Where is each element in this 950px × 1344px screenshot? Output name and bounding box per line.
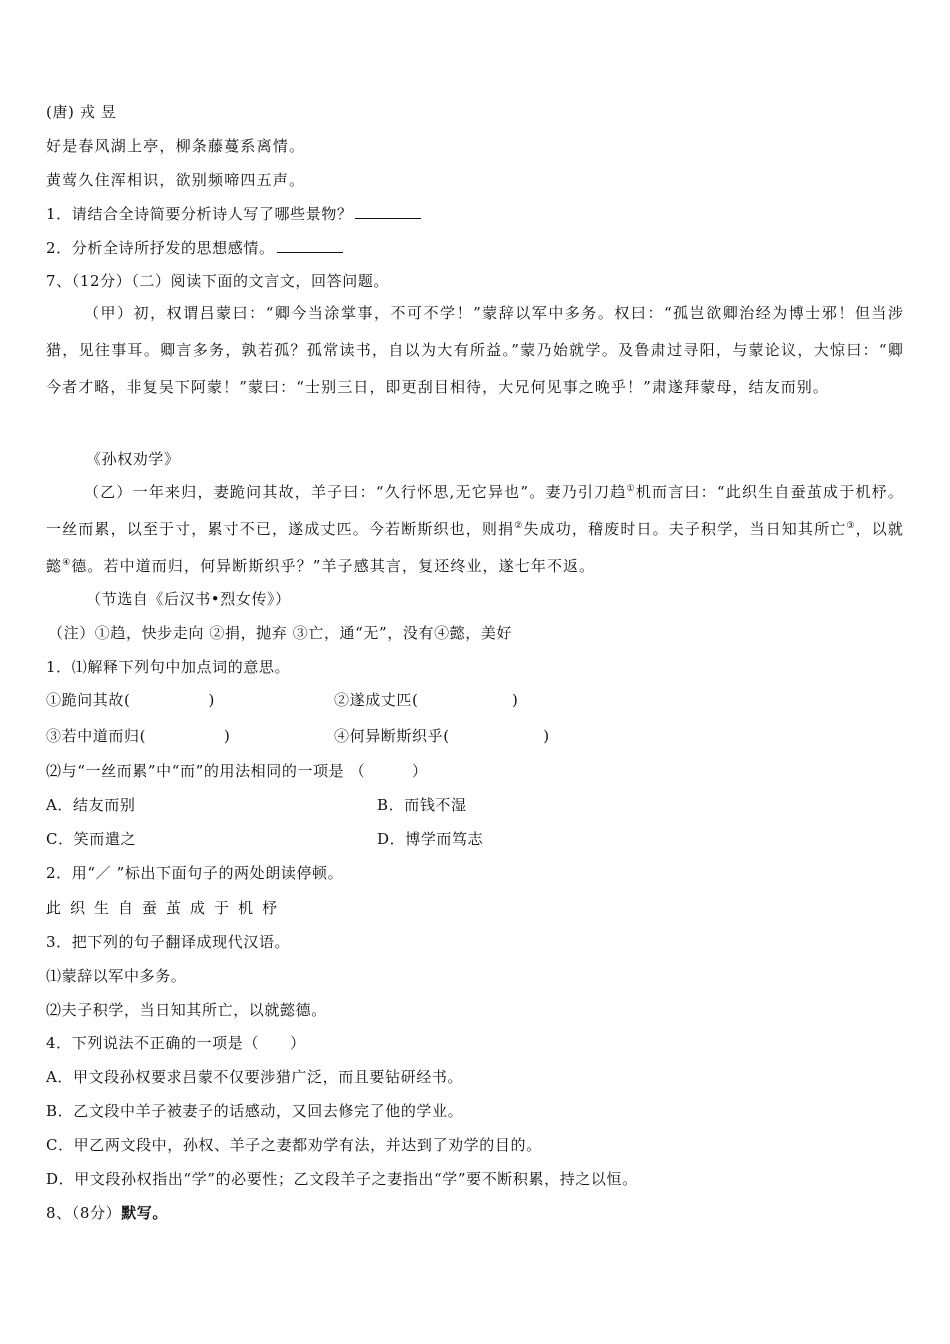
passage-yi-text-4: ，以就懿 bbox=[46, 520, 904, 575]
passage-yi-text-2: 机而言曰：“此织生自蚕茧成于机杼。一丝而累，以至于寸，累寸不已，遂成丈匹。今若断斯织也，则捐 bbox=[46, 483, 904, 538]
poem-line-1: 好是春风湖上亭，柳条藤蔓系离情。 bbox=[46, 137, 306, 155]
sub-question-1-stem-2: ⑵与“一丝而累”中“而”的用法相同的一项是 （ ） bbox=[46, 762, 428, 780]
footnote-mark-1: ① bbox=[626, 484, 636, 494]
poem-author: (唐) 戎 昱 bbox=[46, 103, 117, 121]
sub-question-3-stem: 3．把下列的句子翻译成现代汉语。 bbox=[46, 933, 291, 951]
option-d: D．博学而笃志 bbox=[377, 830, 484, 848]
poem-line-2: 黄莺久住浑相识，欲别频啼四五声。 bbox=[46, 171, 306, 189]
passage-yi-source: （节选自《后汉书•烈女传》） bbox=[86, 590, 291, 608]
sub-question-2-stem: 2．用“／ ”标出下面句子的两处朗读停顿。 bbox=[46, 864, 344, 882]
passage-yi-text-1: （乙）一年来归，妻跪问其故，羊子曰：“久行怀思,无它异也”。妻乃引刀趋 bbox=[84, 483, 627, 501]
option-c: C．笑而遣之 bbox=[46, 830, 137, 848]
sub-question-4-stem: 4．下列说法不正确的一项是（ ） bbox=[46, 1034, 306, 1052]
poem-question-2 bbox=[46, 237, 343, 258]
choice-a: A．甲文段孙权要求吕蒙不仅要涉猎广泛，而且要钻研经书。 bbox=[46, 1068, 464, 1086]
footnote-mark-4: ④ bbox=[62, 558, 72, 568]
answer-blank bbox=[277, 237, 343, 253]
passage-jia: （甲）初，权谓吕蒙曰：“卿今当涂掌事，不可不学！”蒙辞以军中多务。权曰：“孤岂欲卿治经为博士邪！但当涉猎，见往事耳。卿言多务，孰若孤？孤常读书，自以为大有所益。”蒙乃始就学。及鲁肃过寻阳，与蒙论议，大惊曰：“卿今者才略，非复吴下阿蒙！”蒙曰：“士别三日，即更刮目相待，大兄何见事之晚乎！”肃遂拜蒙母，结友而别。 bbox=[46, 304, 904, 396]
passage-yi-text-3: 失成功，稽废时日。夫子积学，当日知其所亡 bbox=[523, 520, 847, 538]
choice-b: B．乙文段中羊子被妻子的话感动，又回去修完了他的学业。 bbox=[46, 1102, 464, 1120]
passage-jia-source: 《孙权劝学》 bbox=[86, 450, 180, 468]
option-b: B．而钱不湿 bbox=[377, 796, 467, 814]
footnote-mark-3: ③ bbox=[846, 521, 856, 531]
poem-question-2-text: 2．分析全诗所抒发的思想感情。 bbox=[46, 239, 275, 257]
option-a: A．结友而别 bbox=[46, 796, 136, 814]
word-item-2: ②遂成丈匹( ) bbox=[334, 691, 519, 709]
choice-d: D．甲文段孙权指出“学”的必要性；乙文段羊子之妻指出“学”要不断积累，持之以恒。 bbox=[46, 1170, 638, 1188]
question-8-title: 默写。 bbox=[121, 1204, 168, 1222]
word-item-1: ①跪问其故( ) bbox=[46, 691, 215, 709]
choice-c: C．甲乙两文段中，孙权、羊子之妻都劝学有法，并达到了劝学的目的。 bbox=[46, 1136, 542, 1154]
translate-sentence-1: ⑴蒙辞以军中多务。 bbox=[46, 967, 187, 985]
sub-question-1-stem: 1．⑴解释下列句中加点词的意思。 bbox=[46, 658, 291, 676]
pause-sentence: 此织生自蚕茧成于机杼 bbox=[46, 899, 287, 917]
poem-question-1-text: 1．请结合全诗简要分析诗人写了哪些景物？ bbox=[46, 205, 353, 223]
word-item-4: ④何异断斯织乎( ) bbox=[334, 727, 550, 745]
passage-yi-text-5: 德。若中道而归，何异断斯织乎？”羊子感其言，复还终业，遂七年不返。 bbox=[71, 557, 596, 575]
translate-sentence-2: ⑵夫子积学，当日知其所亡，以就懿德。 bbox=[46, 1001, 327, 1019]
question-8-prefix: 8、（8分） bbox=[46, 1204, 122, 1222]
answer-blank bbox=[355, 203, 421, 219]
word-item-3: ③若中道而归( ) bbox=[46, 727, 231, 745]
footnote-mark-2: ② bbox=[514, 521, 524, 531]
passage-yi bbox=[46, 474, 904, 585]
annotation-note: （注）①趋，快步走向 ②捐，抛弃 ③亡，通“无”，没有④懿，美好 bbox=[48, 624, 513, 642]
question-7-heading: 7、（12分）（二）阅读下面的文言文，回答问题。 bbox=[46, 272, 390, 290]
poem-question-1 bbox=[46, 203, 421, 224]
question-8-heading bbox=[46, 1203, 168, 1223]
